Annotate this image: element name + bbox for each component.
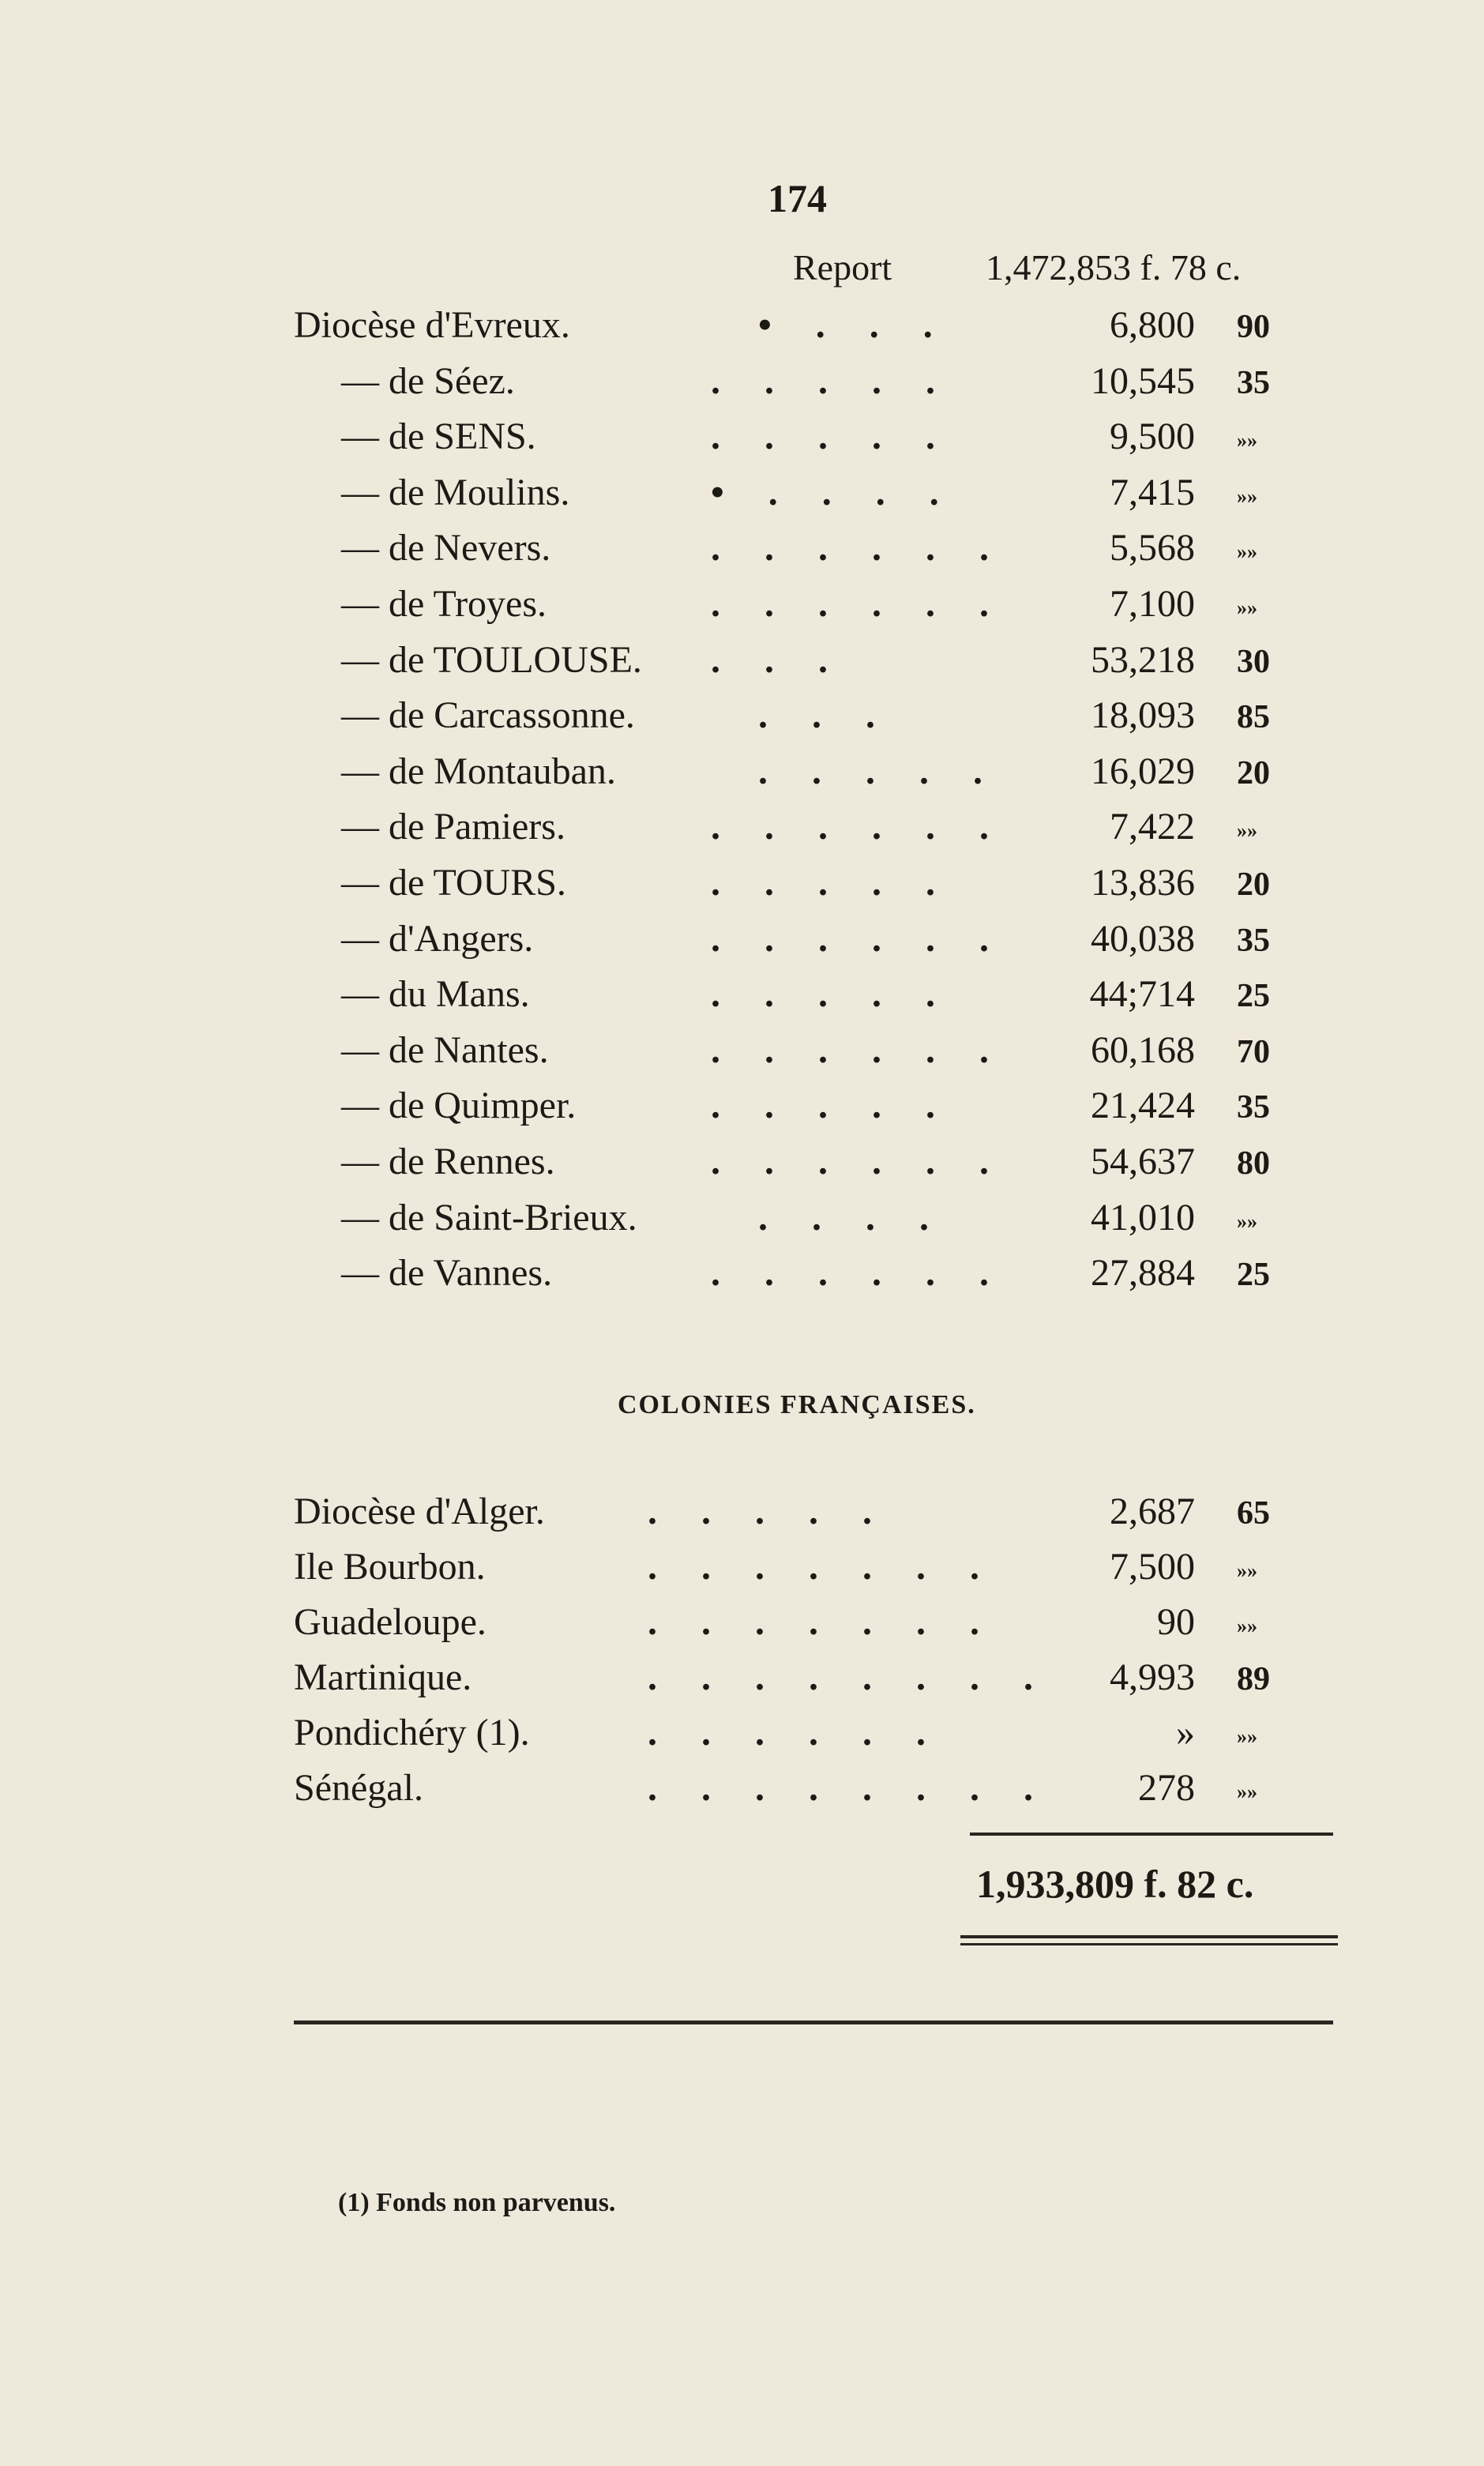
leader-dots: . . . . . . . [648, 1546, 997, 1588]
row-name: Martinique. [294, 1656, 472, 1698]
table-row [0, 861, 1484, 913]
row-cents: 35 [1237, 922, 1270, 959]
row-amount: 9,500 [1110, 415, 1195, 458]
leader-dots: . . . . . . [711, 1141, 1006, 1182]
table-row [0, 1490, 1484, 1542]
leader-dots: . . . . . . [648, 1712, 943, 1754]
leader-dots: . . . . . [648, 1491, 889, 1532]
row-cents: 35 [1237, 1089, 1270, 1126]
row-name: — de TOULOUSE. [341, 638, 642, 681]
table-row [0, 1600, 1484, 1652]
footnote-rule [294, 2021, 1333, 2024]
leader-dots: . . . . . . . [648, 1601, 997, 1643]
row-name: — de Troyes. [341, 583, 547, 625]
row-name: Sénégal. [294, 1767, 423, 1809]
row-amount: » [1176, 1712, 1195, 1754]
row-name: — de Montauban. [341, 750, 616, 792]
leader-dots: . . . . . [758, 750, 1000, 792]
row-amount: 60,168 [1091, 1028, 1195, 1071]
total-double-rule-top [960, 1935, 1338, 1938]
row-cents: 70 [1237, 1033, 1270, 1070]
row-name: — de Carcassonne. [341, 694, 635, 737]
row-amount: 7,415 [1110, 471, 1195, 513]
row-cents: »» [1237, 1725, 1257, 1748]
row-name: — de Nantes. [341, 1028, 549, 1071]
row-amount: 10,545 [1091, 359, 1195, 402]
row-name: Diocèse d'Evreux. [294, 304, 570, 346]
row-amount: 13,836 [1091, 862, 1195, 904]
leader-dots: . . . [758, 694, 892, 737]
row-cents: 80 [1237, 1145, 1270, 1182]
section-heading: COLONIES FRANÇAISES. [618, 1390, 976, 1419]
row-cents: 25 [1237, 1257, 1270, 1294]
table-row [0, 694, 1484, 746]
row-name: — de Rennes. [341, 1141, 555, 1182]
leader-dots: . . . . [758, 1196, 946, 1239]
table-row [0, 972, 1484, 1024]
leader-dots: . . . . . . [711, 527, 1006, 570]
row-cents: »» [1237, 484, 1257, 508]
table-row [0, 1545, 1484, 1597]
row-name: Pondichéry (1). [294, 1712, 530, 1754]
row-name: Guadeloupe. [294, 1601, 487, 1643]
table-row [0, 1196, 1484, 1248]
row-cents: »» [1237, 1559, 1257, 1582]
row-amount: 18,093 [1091, 694, 1195, 737]
carry-forward-label: Report [793, 247, 892, 288]
leader-dots: . . . . . [711, 1085, 952, 1127]
row-name: — de TOURS. [341, 862, 566, 904]
row-cents: 90 [1237, 309, 1270, 345]
row-amount: 90 [1157, 1601, 1195, 1643]
table-row [0, 917, 1484, 969]
leader-dots: . . . . . . [711, 1252, 1006, 1295]
table-row [0, 750, 1484, 802]
leader-dots: . . . . . . . . [648, 1656, 1050, 1698]
table-row [0, 1251, 1484, 1303]
row-amount: 21,424 [1091, 1085, 1195, 1127]
footnote: (1) Fonds non parvenus. [338, 2188, 616, 2217]
row-amount: 7,500 [1110, 1546, 1195, 1588]
row-cents: »» [1237, 540, 1257, 564]
row-amount: 54,637 [1091, 1141, 1195, 1182]
leader-dots: • . . . . [711, 471, 956, 513]
row-name: — de Quimper. [341, 1085, 577, 1127]
row-cents: 30 [1237, 643, 1270, 680]
page-number: 174 [768, 176, 827, 220]
row-cents: 20 [1237, 754, 1270, 791]
row-amount: 41,010 [1091, 1196, 1195, 1239]
row-name: — de Pamiers. [341, 806, 565, 848]
table-row [0, 359, 1484, 412]
row-amount: 27,884 [1091, 1252, 1195, 1295]
row-amount: 6,800 [1110, 304, 1195, 346]
row-name: Diocèse d'Alger. [294, 1491, 545, 1532]
row-cents: »» [1237, 1615, 1257, 1637]
row-amount: 44;714 [1089, 973, 1195, 1016]
row-cents: »» [1237, 429, 1257, 453]
leader-dots: . . . . . . [711, 806, 1006, 848]
row-cents: »» [1237, 1780, 1257, 1803]
table-row [0, 805, 1484, 857]
leader-dots: . . . . . [711, 359, 952, 402]
row-amount: 7,422 [1110, 806, 1195, 848]
row-name: — de Séez. [341, 359, 515, 402]
row-cents: 65 [1237, 1495, 1270, 1532]
table-row [0, 1656, 1484, 1708]
table-row [0, 582, 1484, 634]
row-cents: 89 [1237, 1661, 1270, 1697]
row-name: — du Mans. [341, 973, 530, 1016]
table-row [0, 1084, 1484, 1136]
row-cents: »» [1237, 1209, 1257, 1233]
leader-dots: . . . . . . . . [648, 1767, 1050, 1809]
table-row [0, 526, 1484, 578]
leader-dots: . . . . . [711, 973, 952, 1016]
row-cents: 20 [1237, 866, 1270, 903]
carry-forward-value: 1,472,853 f. 78 c. [986, 247, 1242, 288]
table-row [0, 471, 1484, 523]
row-amount: 16,029 [1091, 750, 1195, 792]
row-name: — de Saint-Brieux. [341, 1196, 637, 1239]
row-cents: »» [1237, 819, 1257, 843]
table-row [0, 1766, 1484, 1818]
leader-dots: . . . . . [711, 862, 952, 904]
table-row [0, 303, 1484, 355]
row-name: — de Vannes. [341, 1252, 553, 1295]
row-amount: 40,038 [1091, 917, 1195, 960]
table-row [0, 638, 1484, 690]
leader-dots: . . . [711, 638, 845, 681]
row-amount: 278 [1138, 1767, 1195, 1809]
total-double-rule-bottom [960, 1943, 1338, 1945]
table-row [0, 1028, 1484, 1081]
table-row [0, 1711, 1484, 1763]
leader-dots: . . . . . . [711, 1028, 1006, 1071]
row-amount: 4,993 [1110, 1656, 1195, 1698]
table-row [0, 1140, 1484, 1192]
sum-rule [970, 1833, 1333, 1836]
row-cents: 35 [1237, 364, 1270, 401]
row-name: — de Nevers. [341, 527, 551, 570]
leader-dots: • . . . [758, 304, 950, 346]
row-name: — de SENS. [341, 415, 536, 458]
row-name: Ile Bourbon. [294, 1546, 486, 1588]
row-amount: 7,100 [1110, 583, 1195, 625]
row-amount: 2,687 [1110, 1491, 1195, 1532]
row-name: — d'Angers. [341, 917, 534, 960]
leader-dots: . . . . . . [711, 917, 1006, 960]
row-cents: 85 [1237, 699, 1270, 736]
row-amount: 5,568 [1110, 527, 1195, 570]
leader-dots: . . . . . [711, 415, 952, 458]
row-cents: 25 [1237, 978, 1270, 1015]
table-row [0, 415, 1484, 467]
grand-total: 1,933,809 f. 82 c. [976, 1862, 1254, 1906]
row-cents: »» [1237, 596, 1257, 619]
leader-dots: . . . . . . [711, 583, 1006, 625]
row-name: — de Moulins. [341, 471, 570, 513]
row-amount: 53,218 [1091, 638, 1195, 681]
